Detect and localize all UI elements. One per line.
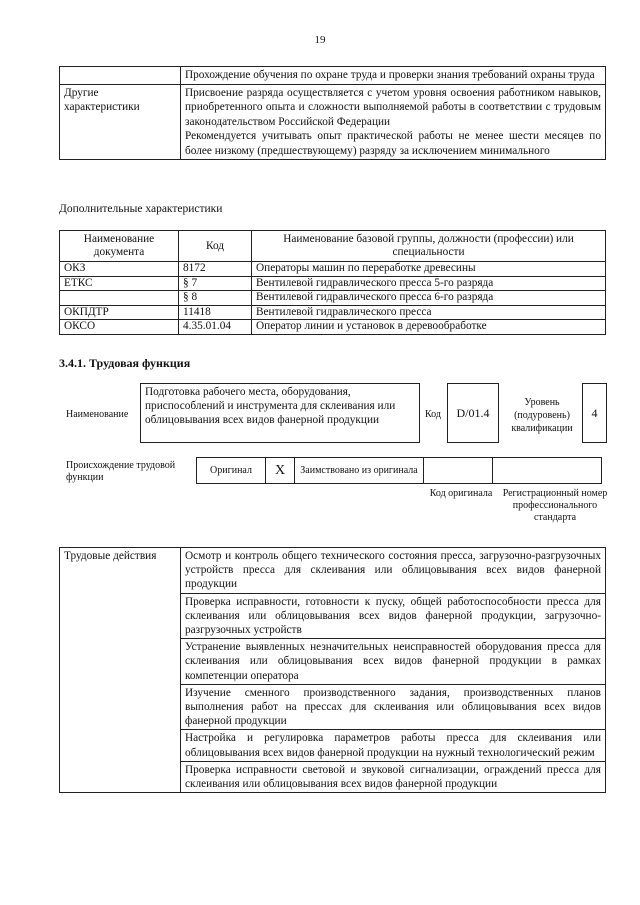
table-cell: 4.35.01.04 [179, 320, 252, 335]
column-header: Наименование документа [60, 231, 179, 262]
registration-number-label: Регистрационный номер профессионального стандарта [502, 488, 608, 523]
original-label: Оригинал [197, 458, 266, 484]
name-label: Наименование [66, 409, 129, 420]
table-row [60, 548, 606, 594]
table-cell: Вентилевой гидравлического пресса 5-го разряда [252, 276, 606, 291]
row-label: Другие характеристики [60, 84, 181, 160]
table-row [60, 262, 606, 277]
table-header-row [60, 231, 606, 262]
code-label: Код [425, 409, 441, 420]
qualification-level-value: 4 [582, 383, 607, 443]
table-cell: Вентилевой гидравлического пресса 6-го разряда [252, 291, 606, 306]
table-cell: Оператор линии и установок в деревообработке [252, 320, 606, 335]
original-code-cell [424, 458, 493, 484]
table-cell: Операторы машин по переработке древесины [252, 262, 606, 277]
origin-table [196, 457, 602, 484]
table-cell: § 7 [179, 276, 252, 291]
table-cell: Вентилевой гидравлического пресса [252, 305, 606, 320]
additional-characteristics-heading: Дополнительные характеристики [59, 203, 223, 215]
original-code-label: Код оригинала [429, 488, 493, 499]
labour-actions-table [59, 547, 606, 793]
table-row [60, 305, 606, 320]
labour-action-item: Проверка исправности световой и звуковой сигнализации, ограждений пресса для склеивания или облицовывания всех видов фанерной продукции [181, 761, 606, 792]
registration-number-cell [493, 458, 602, 484]
table-row [197, 458, 602, 484]
function-name-value: Подготовка рабочего места, оборудования, приспособлений и инструмента для склеивания или облицовывания всех видов фанерной продукции [140, 383, 420, 443]
table-row [60, 67, 606, 85]
column-header: Наименование базовой группы, должности (профессии) или специальности [252, 231, 606, 262]
column-header: Код [179, 231, 252, 262]
borrowed-label: Заимствовано из оригинала [295, 458, 424, 484]
table-row [60, 276, 606, 291]
row-text-line: Прохождение обучения по охране труда и проверки знания требований охраны труда [185, 69, 595, 81]
labour-action-item: Настройка и регулировка параметров работы пресса для склеивания или облицовывания всех видов фанерной продукции на нужный технологический режим [181, 730, 606, 761]
labour-actions-label: Трудовые действия [60, 548, 181, 793]
table-cell [60, 291, 179, 306]
labour-action-item: Проверка исправности, готовности к пуску, общей работоспособности пресса для склеивания или облицовывания всех видов фанерной продукции, загрузочно-разгрузочных устройств [181, 593, 606, 639]
page-number: 19 [314, 34, 326, 46]
labour-action-item: Устранение выявленных незначительных неисправностей оборудования пресса для склеивания или облицовывания всех видов фанерной продукции в рамках компетенции оператора [181, 639, 606, 685]
labour-action-item: Изучение сменного производственного задания, производственных планов выполнения работ на прессах для склеивания или облицовывания всех видов фанерной продукции [181, 684, 606, 730]
table-row [60, 84, 606, 160]
function-code-value: D/01.4 [447, 383, 499, 443]
table-cell: ОКСО [60, 320, 179, 335]
table-cell: 11418 [179, 305, 252, 320]
table-row [60, 320, 606, 335]
labour-action-item: Осмотр и контроль общего технического состояния пресса, загрузочно-разгрузочных устройств пресса для склеивания или облицовывания всех видов фанерной продукции [181, 548, 606, 594]
table-cell: ОКПДТР [60, 305, 179, 320]
table-cell: 8172 [179, 262, 252, 277]
table-cell: § 8 [179, 291, 252, 306]
original-mark: X [266, 458, 295, 484]
labour-function-heading: 3.4.1. Трудовая функция [59, 356, 191, 370]
row-text [181, 67, 606, 85]
qualification-requirements-table [59, 66, 606, 160]
row-text-line: Рекомендуется учитывать опыт практической работы не менее шести месяцев по более низкому (предшествующему) разряду за исключением минимального [185, 130, 601, 157]
row-label [60, 67, 181, 85]
row-text [181, 84, 606, 160]
additional-characteristics-table [59, 230, 606, 335]
table-cell: ЕТКС [60, 276, 179, 291]
row-text-line: Присвоение разряда осуществляется с учетом уровня освоения работником навыков, приобретенного опыта и сложности выполняемой работы в соответствии с трудовым законодательством Российской Федерации [185, 86, 601, 128]
table-cell: ОКЗ [60, 262, 179, 277]
origin-label: Происхождение трудовой функции [66, 460, 176, 483]
table-row [60, 291, 606, 306]
qualification-level-label: Уровень (подуровень) квалификации [511, 397, 573, 434]
